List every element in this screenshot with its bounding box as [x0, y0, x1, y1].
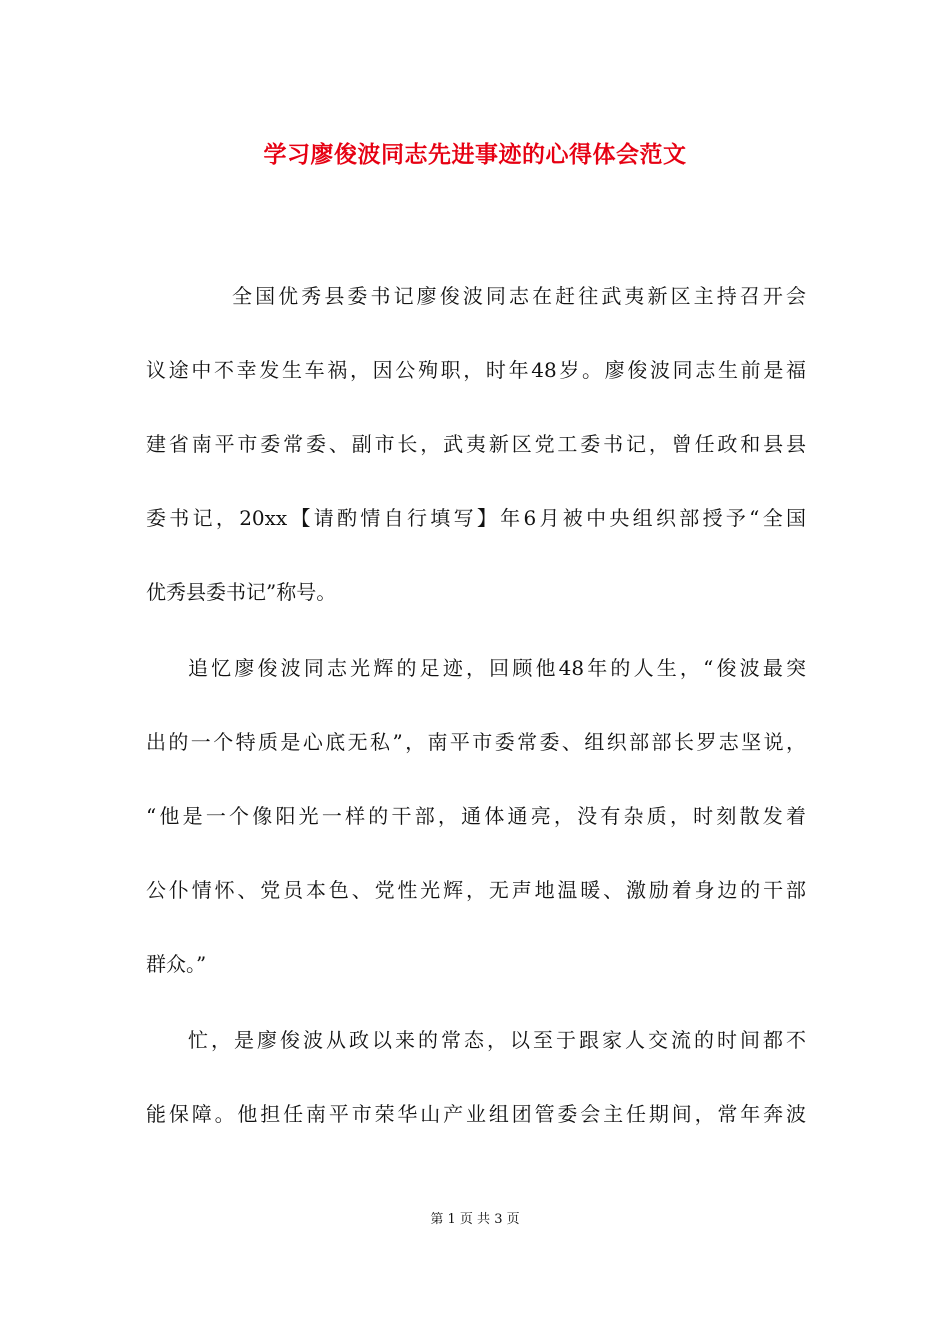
paragraph-3-line-2: 能保障。他担任南平市荣华山产业组团管委会主任期间，常年奔波 [146, 1102, 806, 1126]
paragraph-2-line-1: 追忆廖俊波同志光辉的足迹，回顾他48年的人生，“俊波最突 [188, 656, 806, 680]
paragraph-2-line-3: “他是一个像阳光一样的干部，通体通亮，没有杂质，时刻散发着 [146, 804, 806, 828]
paragraph-1-line-3: 建省南平市委常委、副市长，武夷新区党工委书记，曾任政和县县 [146, 432, 806, 456]
paragraph-2-line-4: 公仆情怀、党员本色、党性光辉，无声地温暖、激励着身边的干部 [146, 878, 806, 902]
paragraph-1-line-4: 委书记，20xx【请酌情自行填写】年6月被中央组织部授予“全国 [146, 506, 806, 530]
paragraph-2-line-2: 出的一个特质是心底无私”，南平市委常委、组织部部长罗志坚说， [146, 730, 806, 754]
page-number-footer: 第 1 页 共 3 页 [430, 1212, 520, 1227]
document-title: 学习廖俊波同志先进事迹的心得体会范文 [263, 141, 687, 168]
paragraph-1-line-1: 全国优秀县委书记廖俊波同志在赶往武夷新区主持召开会 [232, 284, 806, 308]
paragraph-2-line-5: 群众。” [146, 952, 207, 976]
paragraph-3-line-1: 忙，是廖俊波从政以来的常态，以至于跟家人交流的时间都不 [188, 1028, 806, 1052]
paragraph-1-line-2: 议途中不幸发生车祸，因公殉职，时年48岁。廖俊波同志生前是福 [146, 358, 806, 382]
paragraph-1-line-5: 优秀县委书记”称号。 [146, 580, 337, 604]
